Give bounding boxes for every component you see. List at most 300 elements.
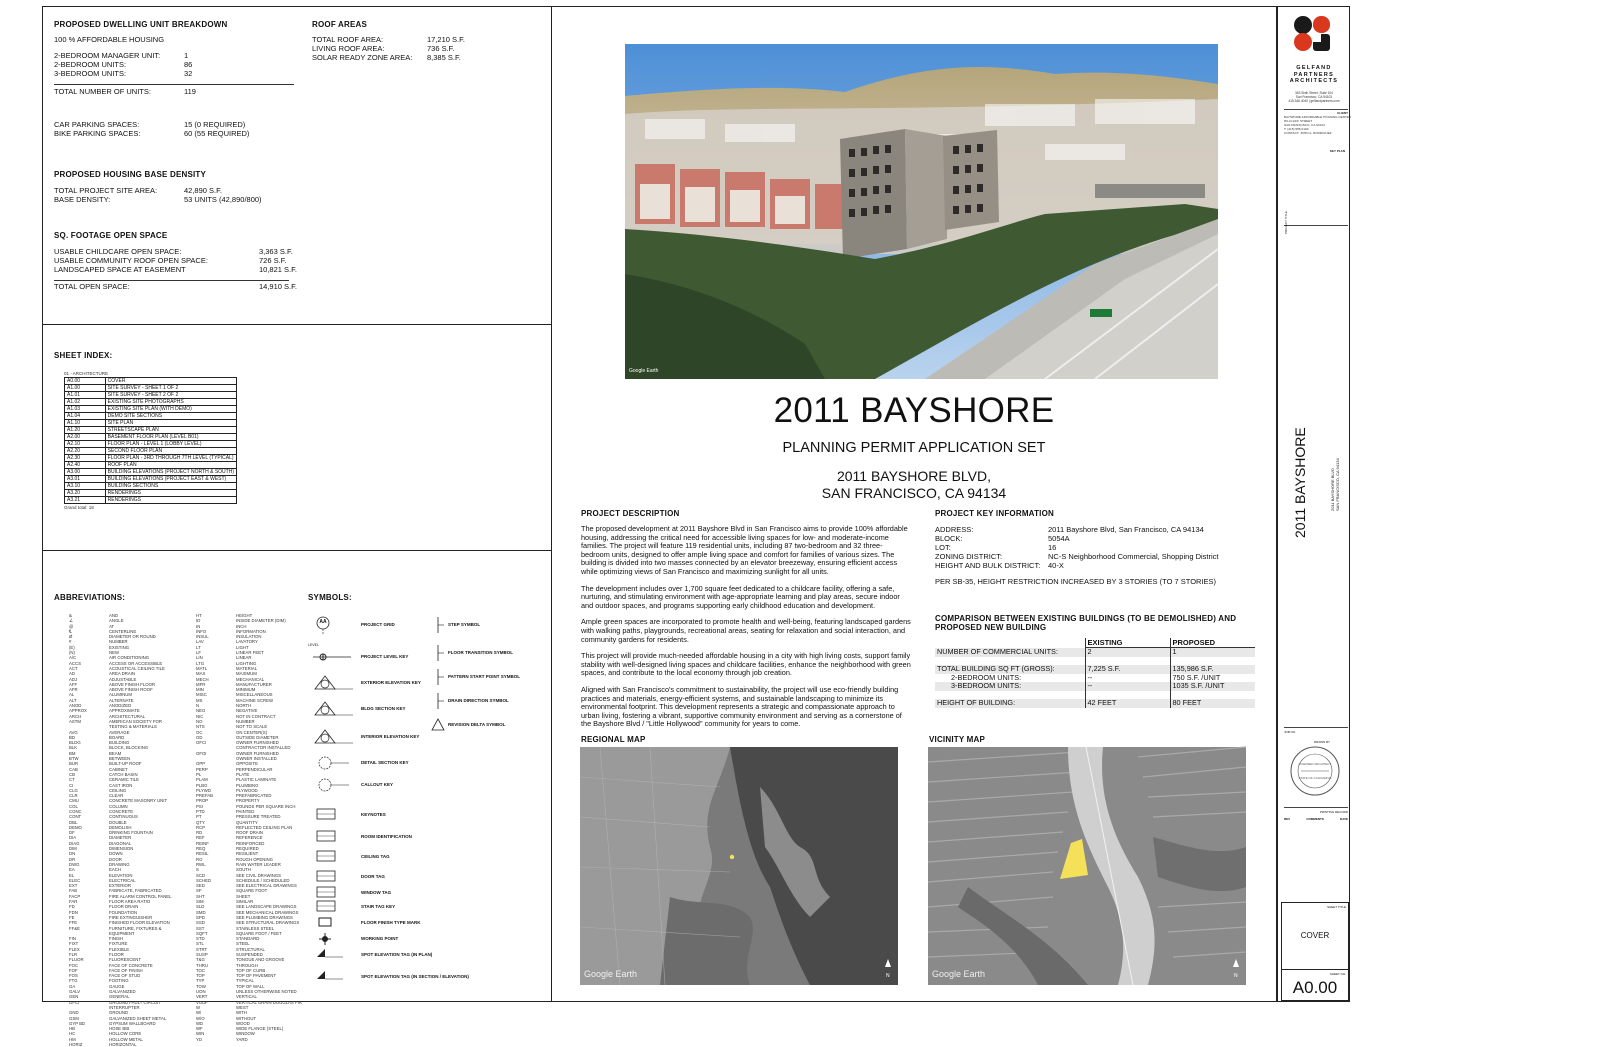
abbreviation-meaning: INCH (236, 623, 247, 629)
symbol-glyph-icon (313, 673, 361, 693)
abbreviation: CONC (69, 808, 82, 814)
abbreviation-meaning: SQUARE FOOT / FEET (236, 930, 282, 936)
abbreviation-meaning: FACE OF CONCRETE (109, 962, 153, 968)
abbreviation: FLUOR (69, 957, 84, 963)
sheet-name: STREETSCAPE PLAN (105, 427, 236, 434)
sheet-title-box (1281, 902, 1349, 970)
abbreviation-meaning: CEILING (109, 787, 127, 793)
abbreviation: YD (196, 1036, 202, 1042)
sheet-name: EXISTING SITE PLAN (WITH DEMO) (105, 406, 236, 413)
abbreviation: NIC (196, 713, 204, 719)
abbreviation: SUSP (196, 952, 208, 957)
abbreviation: Ø (69, 634, 73, 640)
abbreviation: MFR (196, 681, 206, 687)
abbreviation-meaning: LIGHT (236, 644, 249, 650)
symbol-entry (313, 647, 408, 667)
abbreviation-meaning: BUILT-UP ROOF (109, 761, 142, 767)
abbreviation-meaning: EACH (109, 867, 121, 873)
abbreviation-meaning: HOLLOW CORE (109, 1031, 142, 1037)
abbreviation-meaning: DIAMETER (109, 835, 132, 841)
abbreviation-meaning: SEE MECHANICAL DRAWINGS (236, 909, 299, 915)
comparison-label: NUMBER OF COMMERCIAL UNITS: (935, 648, 1085, 657)
sheet-index-heading: SHEET INDEX: (54, 351, 113, 360)
vicinity-map-image (928, 747, 1246, 985)
symbol-label: BLDG SECTION KEY (361, 706, 406, 712)
symbol-glyph-icon (313, 699, 361, 719)
abbreviation-meaning: WINDOW (236, 1031, 255, 1037)
key-info-value: 16 (1048, 543, 1057, 552)
sheet-code: A2.30 (65, 455, 106, 462)
abbreviation-meaning: ADJUSTABLE (109, 676, 137, 682)
abbreviation-meaning: HEIGHT (236, 613, 253, 618)
abbreviation: MIN (196, 687, 204, 693)
row-label: 2-BEDROOM MANAGER UNIT: (54, 51, 161, 60)
abbreviation-meaning: YARD (236, 1036, 248, 1042)
abbreviation-meaning: OWNER FURNISHED (236, 750, 279, 756)
abbreviation-meaning: TOP OF PAVEMENT (236, 973, 277, 979)
abbreviation: PL (196, 771, 202, 777)
abbreviation: MECH (196, 676, 209, 682)
abbreviation-meaning: FOUNDATION (109, 909, 138, 915)
symbol-glyph-icon (313, 967, 361, 987)
sheet-index-row (65, 434, 237, 441)
abbreviation: ADJ (69, 676, 78, 682)
abbreviation: SLD (196, 904, 205, 910)
sheet-index-row (65, 385, 237, 392)
abbreviation: (N) (69, 650, 75, 656)
sheet-code: A1.01 (65, 392, 106, 399)
abbreviation-meaning: DOWN (109, 851, 123, 857)
project-title-box (1284, 211, 1348, 727)
abbreviation-meaning: FACE OF STUD (109, 973, 141, 979)
key-info-label: BLOCK: (935, 534, 963, 543)
sheet-index-row (65, 462, 237, 469)
abbreviation-meaning: FLOOR DRAIN (109, 904, 139, 910)
abbreviation-meaning: CONCRETE (109, 808, 134, 814)
abbreviation-meaning: DRINKING FOUNTAIN (109, 830, 153, 836)
abbreviation-meaning: POUNDS PER SQUARE INCH (236, 803, 296, 809)
abbreviation-meaning: DIMENSION (109, 846, 134, 852)
description-paragraph: Ample green spaces are incorporated to promote health and well-being, featuring landscaped gardens with walking paths, playgrounds, recreational areas, seating for relaxation and social interaction, and community gardens for residents. (581, 617, 911, 644)
comparison-label: 2-BEDROOM UNITS: (951, 672, 1022, 682)
abbreviation-meaning: INFORMATION (236, 628, 266, 634)
symbol-label: STEP SYMBOL (448, 622, 481, 628)
abbreviation-meaning: FLOOR (109, 952, 124, 957)
abbreviation-meaning: TYPICAL (236, 978, 254, 984)
abbreviation-meaning: RAIN WATER LEADER (236, 861, 281, 867)
description-paragraph: Aligned with San Francisco's commitment to sustainability, the project will use eco-friendly building practices and materials, energy-efficient systems, and sustainable landscaping to minimize its environmental footprint. This development represents a strategic and compassionate approach to urban living, fostering a vibrant, supportive community environment and serving as a cornerstone of the Bayshore Blvd / "Little Hollywood" community for years to come. (581, 684, 902, 729)
comparison-row (935, 699, 1255, 708)
firm-line-1: GELFAND (1296, 65, 1332, 71)
level-mark-label: LEVEL (308, 643, 319, 647)
sheet-index-row (65, 413, 237, 420)
abbreviation: SHT (196, 893, 205, 899)
sheet-name: DEMO SITE SECTIONS (105, 413, 236, 420)
firm-address (1278, 91, 1350, 103)
row-label: TOTAL PROJECT SITE AREA: (54, 186, 158, 195)
symbol-label: SPOT ELEVATION TAG (IN PLAN) (361, 952, 433, 958)
description-paragraph: The proposed development at 2011 Bayshore Blvd in San Francisco aims to provide 100% affordable housing, addressing the critical need for accessible living spaces for low- and moderate-income families. The project will feature 119 residential units, including 87 two-bedroom and 32 three-bedroom units, designed to offer ample living space and comfort for families of various sizes. The building is divided into two masses connected by an elevator breezeway, ensuring efficient access while optimizing views of San Francisco and maximizing sunlight for all units. (581, 524, 908, 576)
row-value: 17,210 S.F. (427, 35, 465, 44)
abbreviation-meaning: FIRE ALARM CONTROL PANEL (109, 893, 172, 899)
abbreviation: EXT (69, 883, 78, 889)
description-paragraph: The development includes over 1,700 square feet dedicated to a childcare facility, offering a safe, nurturing, and stimulating environment with age-appropriate learning and play areas, secure indoor and outdoor spaces, and programs supporting early childhood education and development. (581, 583, 900, 610)
symbol-label: PROJECT LEVEL KEY (361, 654, 409, 660)
key-info-value: NC-S Neighborhood Commercial, Shopping District (1048, 552, 1219, 561)
abbreviation-meaning: ALTERNATE (109, 697, 134, 703)
abbreviation: APPROX (69, 708, 87, 714)
abbreviation: DWG (69, 861, 80, 867)
abbreviation: BLK (69, 745, 78, 751)
abbreviation-meaning: COLUMN (109, 803, 128, 809)
symbol-entry (313, 945, 432, 965)
abbreviation: RCP (196, 824, 206, 830)
sheet-index-table (64, 377, 237, 504)
row-value: 53 UNITS (42,890/800) (184, 195, 262, 204)
abbreviation-meaning: UNLESS OTHERWISE NOTED (236, 989, 297, 995)
abbreviation: RO (196, 856, 203, 862)
divider (54, 84, 294, 85)
abbreviation-meaning: NEW (109, 650, 120, 656)
revision-column-header: REV (1284, 817, 1291, 821)
abbreviation-meaning: INSIDE DIAMETER (DIM) (236, 618, 286, 624)
sheet-name: SECOND FLOOR PLAN (105, 448, 236, 455)
abbreviation: WIN (196, 1031, 205, 1037)
abbreviation-meaning: NOT TO SCALE (236, 724, 268, 730)
description-text (581, 525, 911, 729)
abbreviation: GA (69, 983, 76, 989)
abbreviation: MAX (196, 671, 206, 677)
revision-columns (1284, 817, 1348, 821)
abbreviation-meaning: MAXIMUM (236, 671, 257, 677)
abbreviation: BD (69, 734, 75, 740)
abbreviation: DF (69, 830, 75, 836)
abbreviation: SCHED (196, 877, 212, 883)
abbreviation: A/C (69, 655, 77, 661)
abbreviation: LF (196, 650, 202, 656)
abbreviation-meaning: PROPERTY (236, 798, 260, 804)
abbreviation-meaning: ALUMINUM (109, 692, 132, 698)
abbreviation-meaning: CENTERLINE (109, 628, 137, 634)
data-row (54, 265, 297, 274)
abbreviation: RESIL (196, 851, 209, 857)
abbreviation: SED (196, 883, 205, 889)
abbreviation-meaning: FIXTURE (109, 941, 128, 947)
abbreviation-meaning: FIRE EXTINGUISHER (109, 914, 153, 920)
roof-list (312, 35, 465, 62)
abbreviation: FOC (69, 962, 79, 968)
left-panel (42, 6, 552, 1047)
symbol-glyph-icon (428, 643, 448, 663)
comparison-label: HEIGHT OF BUILDING: (935, 699, 1085, 708)
project-rendering (625, 44, 1218, 379)
abbreviation: RD (196, 830, 203, 836)
abbreviation-meaning: SUSPENDED (236, 952, 263, 957)
abbreviation: REF (196, 835, 205, 841)
abbreviation-meaning: NUMBER (236, 718, 255, 724)
abbreviation-meaning: LINEAR FEET (236, 650, 264, 656)
description-heading: PROJECT DESCRIPTION (581, 509, 680, 518)
vicinity-map-heading: VICINITY MAP (929, 735, 986, 744)
data-row (54, 256, 297, 265)
abbreviation-meaning: GALVANIZED (109, 989, 136, 995)
abbreviation-meaning: ON CENTER(S) (236, 729, 268, 735)
abbreviation: SSD (196, 920, 205, 926)
sheet-code: A1.00 (65, 385, 106, 392)
open-space-block (54, 231, 297, 291)
abbreviation: IN (196, 623, 201, 629)
rendering-image (625, 44, 1218, 379)
abbreviation: PT (196, 814, 202, 820)
sheet-name: BUILDING SECTIONS (105, 483, 236, 490)
abbreviation-meaning: RESILIENT (236, 851, 259, 857)
abbreviation: SCD (196, 872, 206, 878)
sheet-title: COVER (1300, 931, 1330, 940)
abbreviation-meaning: SEE CIVIL DRAWINGS (236, 872, 282, 878)
abbreviation: ACT (69, 665, 78, 671)
comparison-column-header: PROPOSED (1170, 638, 1255, 648)
key-info-row (935, 561, 1255, 570)
row-value: 15 (0 REQUIRED) (184, 120, 246, 129)
row-label: LANDSCAPED SPACE AT EASEMENT (54, 265, 186, 274)
sheet-code: A1.10 (65, 420, 106, 427)
key-info-value: 2011 Bayshore Blvd, San Francisco, CA 94134 (1048, 525, 1204, 534)
abbreviation-meaning: AT (109, 623, 115, 629)
symbol-glyph-icon (313, 847, 361, 867)
abbreviation: GFCI (69, 999, 80, 1005)
comparison-existing: 42 FEET (1085, 699, 1170, 708)
abbreviation-meaning: STEEL (236, 941, 250, 947)
symbol-glyph-icon (313, 775, 361, 795)
data-row (312, 53, 465, 62)
symbol-label: DOOR TAG (361, 874, 385, 880)
abbreviation: MATL (196, 665, 208, 671)
key-info-row (935, 525, 1255, 534)
abbreviation-meaning: SHEET (236, 893, 251, 899)
abbreviation-meaning: BEAM (109, 750, 122, 756)
abbreviation-meaning: DEMOLISH (109, 824, 132, 830)
symbol-entry (313, 615, 395, 635)
sheet-name: SITE PLAN (105, 420, 236, 427)
symbols-heading: SYMBOLS: (308, 593, 352, 602)
abbreviation: UON (196, 989, 206, 995)
abbreviation: CT (69, 777, 75, 783)
abbreviation-meaning: QUANTITY (236, 819, 258, 825)
data-row (312, 44, 465, 53)
abbreviation: MISC (196, 692, 207, 698)
row-label: SOLAR READY ZONE AREA: (312, 53, 413, 62)
abbreviation-meaning: LIGHTING (236, 660, 257, 666)
abbreviation: NEG (196, 708, 206, 714)
symbol-label: STAIR TAG KEY (361, 904, 396, 910)
key-plan-label: KEY PLAN (1329, 149, 1345, 153)
row-value: 726 S.F. (259, 256, 287, 265)
abbreviation: AD (69, 671, 75, 677)
abbreviation: VGDF (196, 999, 208, 1005)
abbreviation: CAB (69, 766, 78, 772)
abbreviation: AVG (69, 729, 78, 735)
abbreviation: PLAM (196, 777, 208, 783)
comparison-proposed: 1035 S.F. /UNIT (1170, 682, 1255, 691)
sheet-index-total: Grand total: 18 (64, 505, 94, 510)
sheet-code: A2.20 (65, 448, 106, 455)
firm-line-3: ARCHITECTS (1289, 78, 1339, 84)
abbreviation: INSUL (196, 634, 209, 640)
symbol-entry (313, 673, 421, 693)
comparison-proposed: 750 S.F. /UNIT (1170, 674, 1255, 683)
abbreviation: CI (69, 782, 74, 788)
abbreviation: WF (196, 1026, 203, 1032)
abbreviation: ASTM (69, 718, 81, 724)
symbol-entry (428, 715, 505, 735)
symbol-label: WINDOW TAG (361, 890, 392, 896)
abbreviation: T&G (196, 957, 205, 963)
row-value: 32 (184, 69, 193, 78)
abbreviation: CB (69, 771, 75, 777)
key-info-label: LOT: (935, 543, 951, 552)
symbol-glyph-icon (428, 667, 448, 687)
symbols-list (308, 615, 543, 995)
key-info-value: 5054A (1048, 534, 1070, 543)
project-title: 2011 BAYSHORE (773, 391, 1055, 430)
abbreviation-meaning: CLEAR (109, 793, 124, 799)
symbol-entry (313, 775, 393, 795)
abbreviation: FLR (69, 952, 78, 957)
abbreviation-meaning: HOLLOW METAL (109, 1036, 143, 1042)
sheet-code: A3.21 (65, 497, 106, 504)
client-label: CLIENT (1337, 111, 1348, 115)
comparison-label: 3-BEDROOM UNITS: (935, 682, 1085, 691)
row-label: USABLE COMMUNITY ROOF OPEN SPACE: (54, 256, 208, 265)
abbreviation-meaning: GENERAL (109, 994, 130, 1000)
project-address-line: SAN FRANCISCO, CA 94134 (1335, 458, 1340, 511)
abbreviation: INFO (196, 628, 207, 634)
project-subtitle: PLANNING PERMIT APPLICATION SET (782, 440, 1046, 456)
abbreviation: BLDG (69, 740, 81, 746)
abbreviation-meaning: FINISHED FLOOR ELEVATION (109, 920, 170, 926)
sheet-name: SITE SURVEY - SHEET 1 OF 2 (105, 385, 236, 392)
sheet-no-box (1281, 970, 1349, 1001)
sheet-code: A3.20 (65, 490, 106, 497)
symbol-label: SPOT ELEVATION TAG (IN SECTION / ELEVATION) (361, 974, 469, 980)
abbreviation-meaning: PLASTIC LAMINATE (236, 777, 277, 783)
symbol-label: FLOOR FINISH TYPE MARK (361, 920, 421, 926)
abbreviation: OD (196, 734, 203, 740)
abbreviation: HT (196, 613, 202, 618)
abbreviation-meaning: ROOF DRAIN (236, 830, 263, 836)
symbol-glyph-icon (313, 945, 361, 965)
data-row (54, 51, 294, 60)
abbreviation-meaning: WIDE FLANGE (STEEL) (236, 1026, 284, 1032)
abbreviation-meaning: FLEXIBLE (109, 946, 130, 952)
abbreviation: MS (196, 697, 203, 703)
abbreviation: DR (69, 856, 76, 862)
seal-state: STATE OF CALIFORNIA (1298, 776, 1332, 780)
client-line: BAYSHORE AFFORDABLE HOUSING CENTER (1284, 115, 1352, 119)
symbol-label: CALLOUT KEY (361, 782, 393, 788)
abbreviation: TYP (196, 978, 205, 984)
abbreviation: FOF (69, 967, 78, 973)
symbol-glyph-icon (313, 805, 361, 825)
abbreviation-meaning: CATCH BASIN (109, 771, 138, 777)
symbol-entry (313, 699, 406, 719)
sheet-title-label: SHEET TITLE (1327, 905, 1346, 909)
abbreviation: GND (69, 1010, 79, 1016)
abbreviation: FIN (69, 936, 76, 942)
sheet-index-row (65, 420, 237, 427)
abbreviation-meaning: CONTINUOUS (109, 814, 138, 820)
abbreviation: S (196, 867, 199, 873)
abbreviation-row (196, 1037, 302, 1042)
client-line: SAN FRANCISCO, CA 94134 (1284, 122, 1325, 127)
comparison-column-header: EXISTING (1085, 638, 1170, 648)
symbol-label: KEYNOTES (361, 812, 386, 818)
key-info-block (935, 509, 1255, 708)
abbreviation: FF&E (69, 925, 80, 931)
title-block (1276, 6, 1350, 1002)
north-arrow-label: N (1234, 973, 1238, 979)
abbreviation: FACP (69, 893, 81, 899)
abbreviation-meaning: PERPENDICULAR (236, 766, 273, 772)
total-units-row (54, 87, 294, 96)
abbreviation-meaning: ANGLE (109, 618, 124, 624)
address-line-1: 2011 BAYSHORE BLVD, (836, 468, 992, 484)
firm-logo-icon (1292, 13, 1332, 53)
abbreviation-meaning: PREFABRICATED (236, 793, 272, 799)
abbreviation-meaning: ABOVE FINISH FLOOR (109, 681, 156, 687)
abbreviation-meaning: AREA DRAIN (109, 671, 136, 677)
abbreviation: PROP (196, 798, 209, 804)
symbol-label: INTERIOR ELEVATION KEY (361, 734, 420, 740)
abbreviation-meaning: PLYWOOD (236, 787, 258, 793)
symbol-entry (428, 691, 509, 711)
vicinity-map (928, 747, 1246, 985)
abbreviation: EL (69, 872, 75, 878)
abbreviation-meaning: ACOUSTICAL CEILING TILE (109, 665, 165, 671)
sheet-name: SITE SURVEY - SHEET 2 OF 2 (105, 392, 236, 399)
abbreviation: GALV (69, 989, 81, 995)
key-info-list (935, 525, 1255, 570)
sheet-name: BUILDING ELEVATIONS (PROJECT NORTH & SOUTH) (105, 469, 236, 476)
open-space-heading: SQ. FOOTAGE OPEN SPACE (54, 231, 168, 240)
abbreviation-meaning: FABRICATE, FABRICATED (109, 888, 162, 894)
total-open-label: TOTAL OPEN SPACE: (54, 282, 130, 291)
abbreviation-meaning: MANUFACTURER (236, 681, 272, 687)
symbol-entry (313, 847, 390, 867)
abbreviation: CLR (69, 793, 78, 799)
abbreviation: FIXT (69, 941, 79, 947)
density-block (54, 170, 262, 204)
row-value: 3,363 S.F. (259, 247, 293, 256)
abbreviation-meaning: CABINET (109, 766, 128, 772)
key-info-label: ADDRESS: (935, 525, 974, 534)
abbreviation-meaning: TONGUE AND GROOVE (236, 957, 285, 963)
abbreviation-row (69, 1042, 172, 1047)
abbreviation-meaning: INTERRUPTER (109, 1004, 140, 1010)
abbreviation-meaning: STRUCTURAL (236, 946, 265, 952)
abbreviation-meaning: FLOOR AREA RATIO (109, 899, 151, 905)
regional-map-heading: REGIONAL MAP (581, 735, 646, 744)
sheet-name: COVER (105, 378, 236, 385)
abbreviation-meaning: ABOVE FINISH ROOF (109, 687, 153, 693)
abbreviation-meaning: PLUMBING (236, 782, 259, 788)
abbreviation-meaning: SIMILAR (236, 899, 254, 905)
abbreviation-meaning: FINISH (109, 936, 124, 942)
abbreviation: PREFAB (196, 793, 213, 799)
abbreviation-meaning: TOP OF WALL (236, 983, 265, 989)
symbol-label: WORKING POINT (361, 936, 399, 942)
abbreviation-meaning: OWNER FURNISHED (236, 740, 279, 746)
